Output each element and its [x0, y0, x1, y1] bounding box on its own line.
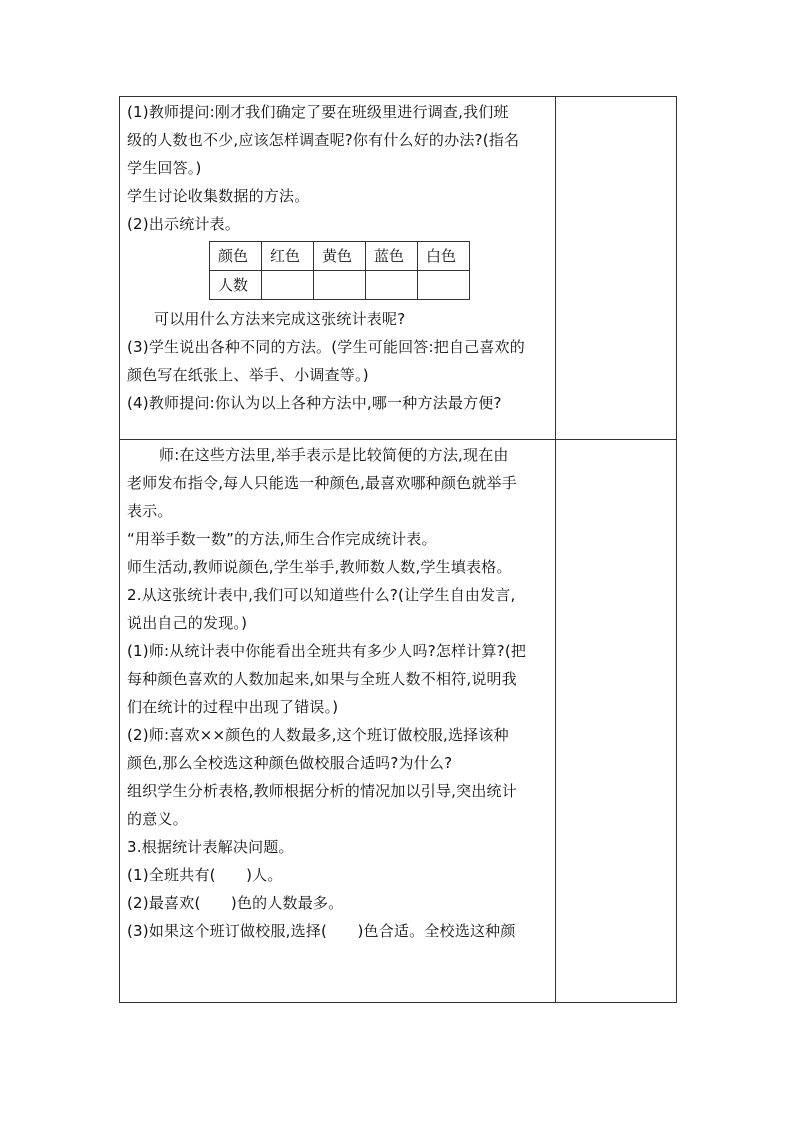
- text-line: (1)全班共有( )人。: [127, 866, 283, 884]
- text-line: (2)出示统计表。: [127, 215, 241, 233]
- text-line: 的意义。: [127, 810, 188, 828]
- text-line: 组织学生分析表格,教师根据分析的情况加以引导,突出统计: [127, 782, 517, 800]
- text-line: (2)最喜欢( )色的人数最多。: [127, 894, 344, 912]
- survey-count-cell: [262, 271, 314, 300]
- text-line: (2)师:喜欢××颜色的人数最多,这个班订做校服,选择该种: [127, 726, 509, 744]
- notes-cell-2: [556, 440, 677, 1003]
- text-line: 表示。: [127, 502, 173, 520]
- text-line: 每种颜色喜欢的人数加起来,如果与全班人数不相符,说明我: [127, 670, 517, 688]
- survey-header-cell: 白色: [418, 242, 470, 271]
- text-line: (1)师:从统计表中你能看出全班共有多少人吗?怎样计算?(把: [127, 642, 527, 660]
- text-line: 2.从这张统计表中,我们可以知道些什么?(让学生自由发言,: [127, 586, 516, 604]
- text-line: 老师发布指令,每人只能选一种颜色,最喜欢哪种颜色就举手: [127, 474, 517, 492]
- text-line: (3)学生说出各种不同的方法。(学生可能回答:把自己喜欢的: [127, 338, 525, 356]
- notes-cell-1: [556, 97, 677, 440]
- text-line: 学生回答。): [127, 159, 202, 177]
- survey-count-cell: [314, 271, 366, 300]
- text-line: 颜色写在纸张上、举手、小调查等。): [127, 366, 369, 384]
- text-line: 们在统计的过程中出现了错误。): [127, 698, 339, 716]
- lesson-content-cell-2: [120, 440, 556, 1003]
- survey-count-cell: [366, 271, 418, 300]
- text-line: 3.根据统计表解决问题。: [127, 838, 294, 856]
- survey-header-row: [210, 242, 470, 271]
- text-line: (4)教师提问:你认为以上各种方法中,哪一种方法最方便?: [127, 394, 502, 412]
- text-line: 师生活动,教师说颜色,学生举手,教师数人数,学生填表格。: [127, 558, 512, 576]
- survey-header-cell: 黄色: [314, 242, 366, 271]
- text-line: (1)教师提问:刚才我们确定了要在班级里进行调查,我们班: [127, 103, 509, 121]
- survey-header-cell: 红色: [262, 242, 314, 271]
- text-line: 可以用什么方法来完成这张统计表呢?: [154, 310, 406, 328]
- text-line: 级的人数也不少,应该怎样调查呢?你有什么好的办法?(指名: [127, 131, 520, 149]
- lesson-content-cell-1: [120, 97, 556, 440]
- text-line: (3)如果这个班订做校服,选择( )色合适。全校选这种颜: [127, 922, 516, 940]
- text-line: 学生讨论收集数据的方法。: [127, 187, 310, 205]
- color-survey-table: [209, 241, 470, 300]
- survey-header-cell: 蓝色: [366, 242, 418, 271]
- text-line: 师:在这些方法里,举手表示是比较简便的方法,现在由: [159, 446, 509, 464]
- survey-header-cell: 颜色: [210, 242, 262, 271]
- survey-count-cell: 人数: [210, 271, 262, 300]
- survey-count-cell: [418, 271, 470, 300]
- text-line: “用举手数一数”的方法,师生合作完成统计表。: [127, 530, 437, 548]
- survey-count-row: [210, 271, 470, 300]
- lesson-plan-table: [119, 96, 677, 1003]
- lesson-row-1: [120, 97, 677, 440]
- text-line: 颜色,那么全校选这种颜色做校服合适吗?为什么?: [127, 754, 453, 772]
- text-line: 说出自己的发现。): [127, 614, 248, 632]
- lesson-row-2: [120, 440, 677, 1003]
